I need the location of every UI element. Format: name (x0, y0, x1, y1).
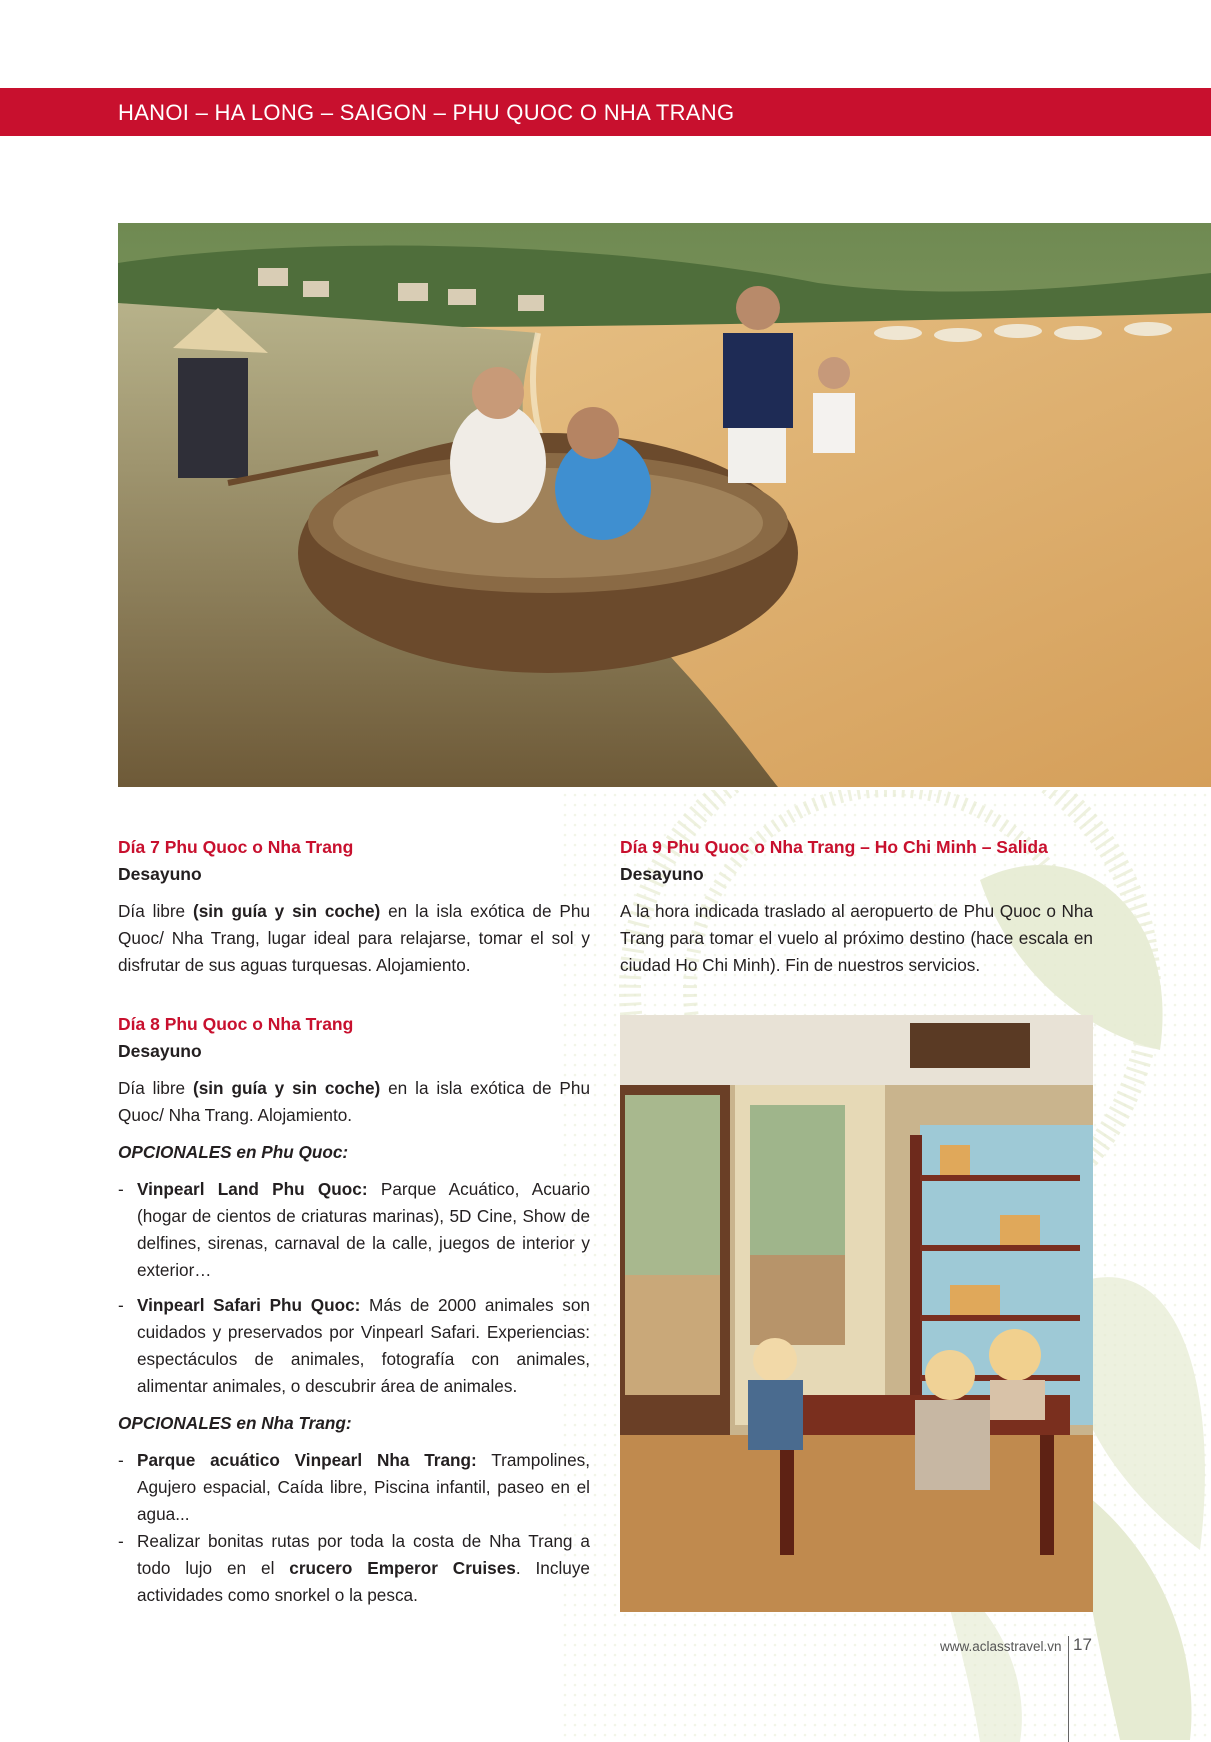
optionals-nha-trang-list (118, 1447, 590, 1609)
list-item: - Parque acuático Vinpearl Nha Trang: Trampolines, Agujero espacial, Caída libre, Piscina infantil, paseo en el agua... (118, 1447, 590, 1528)
day9-title: Día 9 Phu Quoc o Nha Trang – Ho Chi Minh – Salida (620, 837, 1048, 857)
day9-description: A la hora indicada traslado al aeropuerto de Phu Quoc o Nha Trang para tomar el vuelo al próximo destino (hace escala en ciudad Ho Chi Minh). Fin de nuestros servicios. (620, 901, 1093, 975)
day7-title: Día 7 Phu Quoc o Nha Trang (118, 837, 354, 857)
beach-family-basket-boat-photo (118, 223, 1211, 787)
footer-divider (1068, 1636, 1069, 1742)
right-column (620, 834, 1093, 979)
optionals-nha-trang-title: OPCIONALES en Nha Trang: (118, 1413, 352, 1433)
page-number: 17 (1073, 1635, 1092, 1654)
optionals-phu-quoc-title: OPCIONALES en Phu Quoc: (118, 1142, 349, 1162)
day7-meal: Desayuno (118, 864, 202, 884)
page-title: HANOI – HA LONG – SAIGON – PHU QUOC O NHA TRANG (118, 100, 735, 125)
day8-meal: Desayuno (118, 1041, 202, 1061)
footer-url: www.aclasstravel.vn (940, 1639, 1062, 1654)
list-item: - Vinpearl Land Phu Quoc: Parque Acuático, Acuario (hogar de cientos de criaturas marinas), 5D Cine, Show de delfines, sirenas, carnaval de la calle, juegos de interior y exterior… (118, 1176, 590, 1284)
list-item: - Vinpearl Safari Phu Quoc: Más de 2000 animales son cuidados y preservados por Vinpearl Safari. Experiencias: espectáculos de animales, fotografía con animales, alimentar animales, o descubrir área de animales. (118, 1292, 590, 1400)
children-playroom-photo (620, 1015, 1093, 1612)
day7-description: Día libre (sin guía y sin coche) en la isla exótica de Phu Quoc/ Nha Trang, lugar ideal para relajarse, tomar el sol y disfrutar de sus aguas turquesas. Alojamiento. (118, 901, 590, 975)
list-item: - Realizar bonitas rutas por toda la costa de Nha Trang a todo lujo en el crucero Emperor Cruises. Incluye actividades como snorkel o la pesca. (118, 1528, 590, 1609)
day8-description: Día libre (sin guía y sin coche) en la isla exótica de Phu Quoc/ Nha Trang. Alojamiento. (118, 1078, 590, 1125)
day8-title: Día 8 Phu Quoc o Nha Trang (118, 1014, 354, 1034)
left-column (118, 834, 590, 1617)
optionals-phu-quoc-list (118, 1176, 590, 1400)
day9-meal: Desayuno (620, 864, 704, 884)
